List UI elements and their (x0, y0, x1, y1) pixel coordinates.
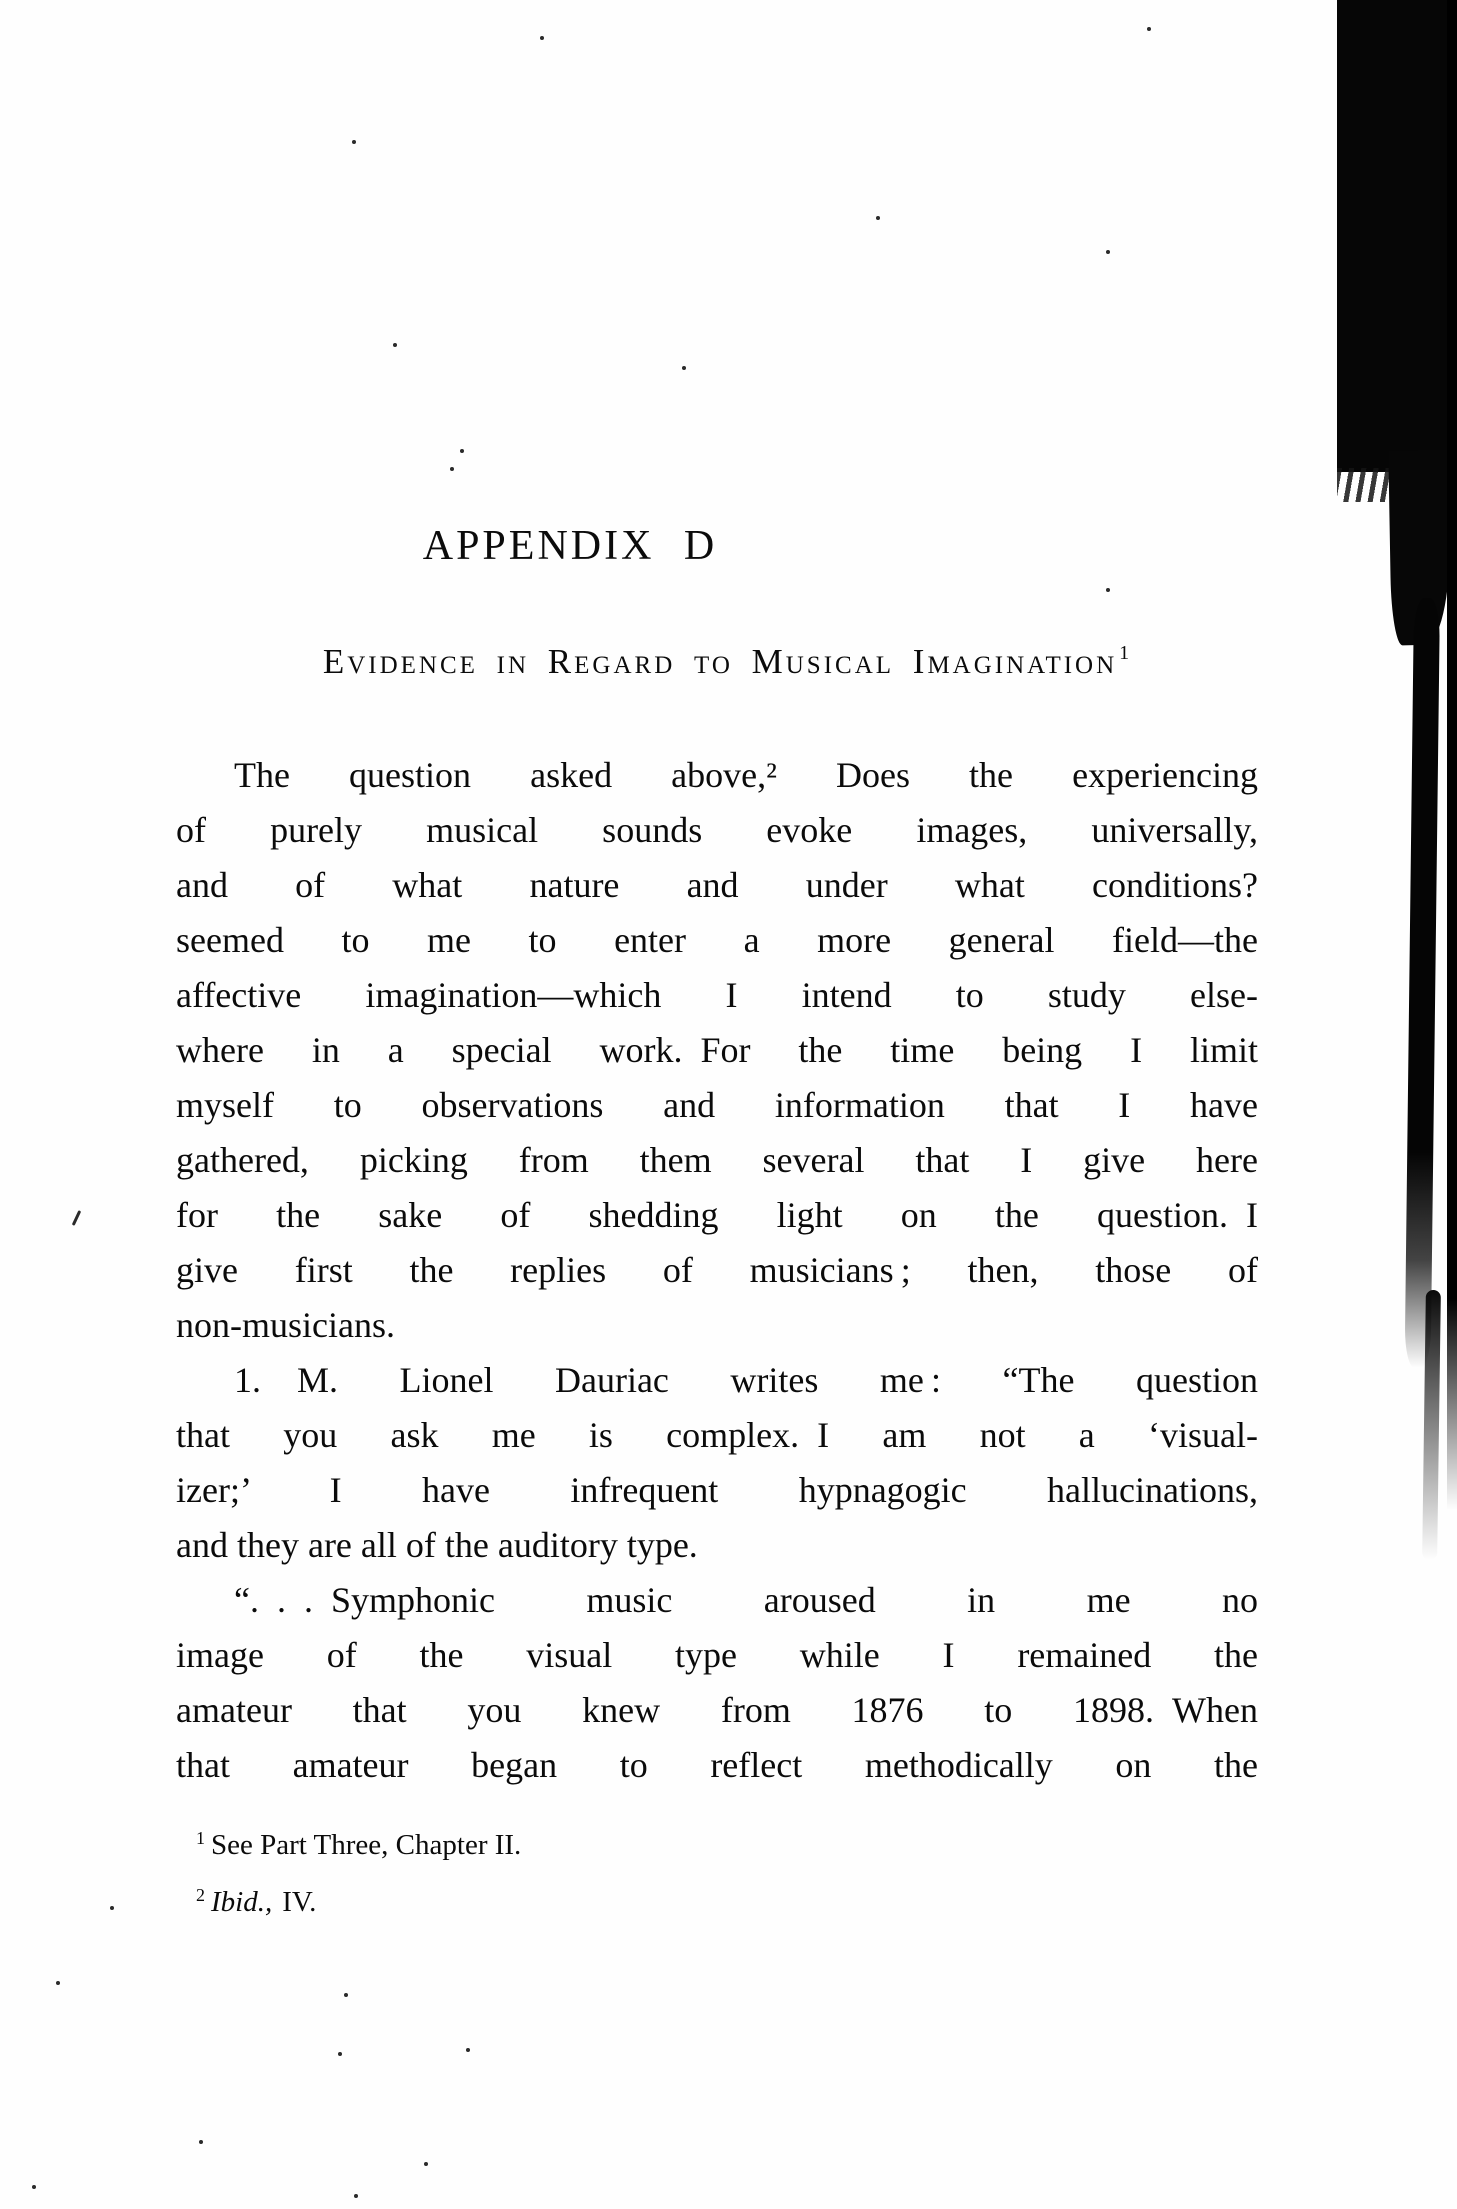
scan-speck (540, 36, 544, 40)
scan-speck (338, 2052, 342, 2056)
footnote-1 (196, 1820, 521, 1863)
scan-speck (450, 467, 454, 471)
text-line: seemed to me to enter a more general field—the (176, 920, 1258, 960)
body-text (176, 748, 1258, 1793)
scan-speck (352, 140, 356, 144)
footnote-2-text: IV. (282, 1886, 317, 1918)
scan-speck (424, 2162, 428, 2166)
scan-speck (393, 343, 397, 347)
footnote-ref-1: 1 (1119, 642, 1133, 664)
binding-shadow-edge-line (1447, 0, 1457, 1510)
scan-speck (460, 449, 464, 453)
text-line: The question asked above,² Does the experiencing (234, 755, 1258, 795)
footnote-2-marker: 2 (196, 1885, 205, 1905)
text-line: give first the replies of musicians ; then, those of (176, 1250, 1258, 1290)
text-line: izer;’ I have infrequent hypnagogic hallucinations, (176, 1470, 1258, 1510)
scan-speck (682, 366, 686, 370)
text-line: and they are all of the auditory type. (176, 1525, 698, 1565)
footnote-1-text: See Part Three, Chapter II. (211, 1829, 522, 1861)
text-line: image of the visual type while I remained the (176, 1635, 1258, 1675)
scan-speck (199, 2140, 203, 2144)
text-line: where in a special work. For the time being I limit (176, 1030, 1258, 1070)
scan-speck (876, 216, 880, 220)
scan-speck (344, 1993, 348, 1997)
scan-speck (32, 2185, 36, 2189)
text-line: for the sake of shedding light on the question. I (176, 1195, 1258, 1235)
text-line: non-musicians. (176, 1305, 395, 1345)
text-line: that amateur began to reflect methodically on the (176, 1745, 1258, 1785)
binding-shadow-block (1337, 0, 1452, 472)
scan-speck (56, 1981, 60, 1985)
text-line: affective imagination—which I intend to study else- (176, 975, 1258, 1015)
scan-speck (110, 1906, 114, 1910)
scan-speck (72, 1210, 81, 1226)
text-line: amateur that you knew from 1876 to 1898. When (176, 1690, 1258, 1730)
text-line: “. . . Symphonic music aroused in me no (234, 1580, 1258, 1620)
binding-shadow-streak (1405, 598, 1440, 1368)
footnote-2 (196, 1877, 316, 1920)
scan-speck (466, 2048, 470, 2052)
page-title: APPENDIX D (422, 523, 718, 569)
text-line: 1. M. Lionel Dauriac writes me : “The question (234, 1360, 1258, 1400)
text-line: gathered, picking from them several that I give here (176, 1140, 1258, 1180)
scan-speck (1106, 588, 1110, 592)
footnote-1-marker: 1 (196, 1828, 205, 1848)
scan-speck (354, 2194, 358, 2198)
footnote-2-italic: Ibid., (211, 1886, 273, 1918)
text-line: and of what nature and under what conditions? (176, 865, 1258, 905)
binding-shadow-streak-tail (1422, 1290, 1441, 1560)
scan-speck (1106, 250, 1110, 254)
text-line: of purely musical sounds evoke images, universally, (176, 810, 1258, 850)
scan-speck (1147, 27, 1151, 31)
text-line: that you ask me is complex. I am not a ‘visual- (176, 1415, 1258, 1455)
text-line: myself to observations and information that I have (176, 1085, 1258, 1125)
section-heading (170, 642, 1285, 682)
section-heading-text: Evidence in Regard to Musical Imagination (322, 642, 1118, 681)
